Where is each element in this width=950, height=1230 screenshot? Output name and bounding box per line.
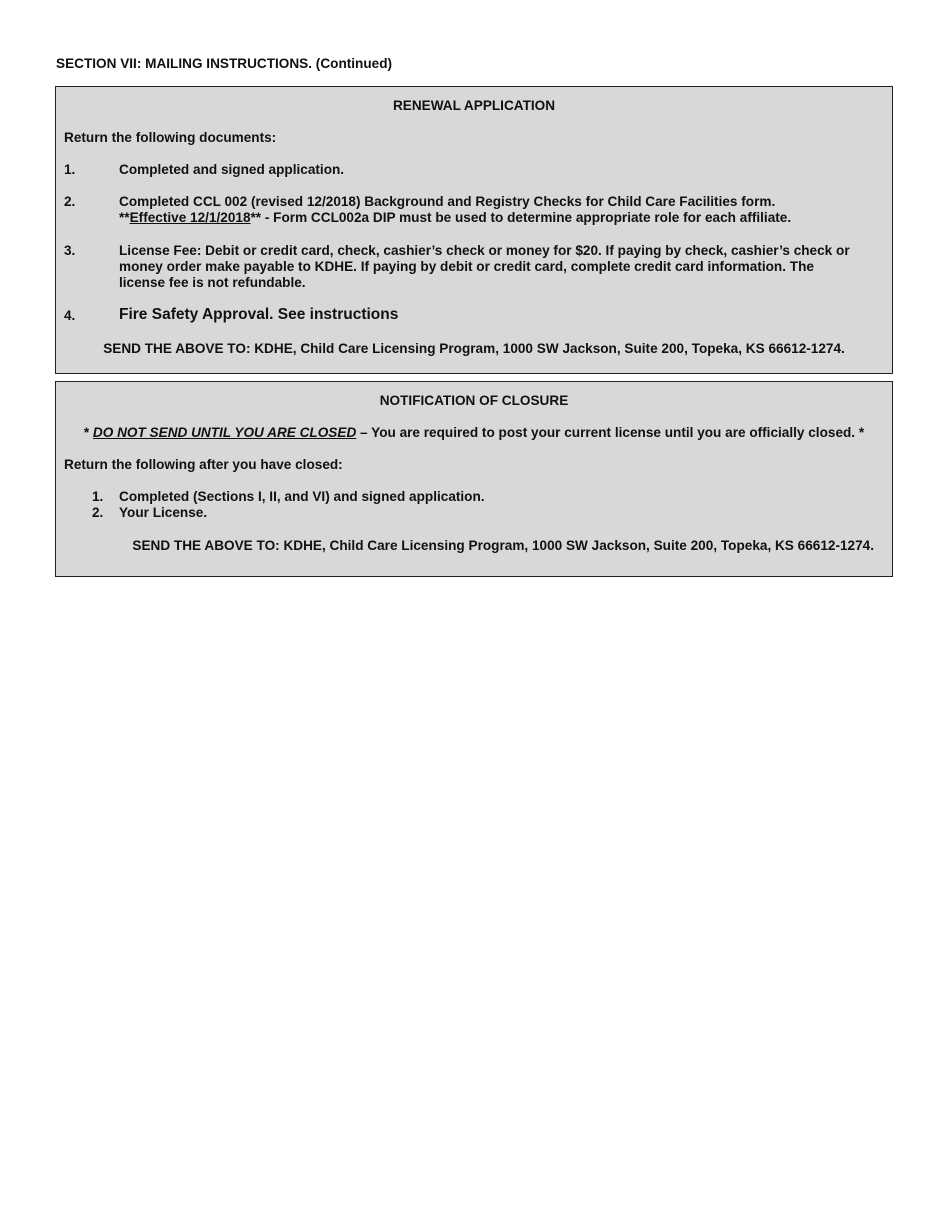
notification-of-closure-box [55, 381, 893, 577]
renewal-send-to: SEND THE ABOVE TO: KDHE, Child Care Licensing Program, 1000 SW Jackson, Suite 200, Topeka, KS 66612-1274. [103, 341, 845, 356]
renewal-item-3-line-2: money order make payable to KDHE. If paying by debit or credit card, complete credit card information. The [119, 259, 814, 274]
renewal-item-4-text: Fire Safety Approval. See instructions [119, 306, 399, 323]
closure-item-1-text: Completed (Sections I, II, and VI) and signed application. [119, 489, 485, 504]
closure-item-2-number: 2. [92, 505, 104, 520]
renewal-item-4-number: 4. [64, 308, 76, 323]
warning-prefix: * [83, 425, 93, 440]
closure-intro: Return the following after you have closed: [64, 457, 343, 472]
warning-suffix: – You are required to post your current license until you are officially closed. * [356, 425, 865, 440]
renewal-item-2-line-1: Completed CCL 002 (revised 12/2018) Background and Registry Checks for Child Care Facilities form. [119, 194, 776, 209]
closure-warning [56, 425, 892, 441]
warning-emphasis: DO NOT SEND UNTIL YOU ARE CLOSED [92, 425, 357, 440]
renewal-item-3-line-1: License Fee: Debit or credit card, check, cashier’s check or money for $20. If paying by check, cashier’s check or [119, 243, 850, 258]
effective-date: Effective 12/1/2018 [129, 210, 251, 225]
closure-item-2-text: Your License. [119, 505, 208, 520]
effective-suffix: ** - Form CCL002a DIP must be used to determine appropriate role for each affiliate. [250, 210, 792, 225]
renewal-item-1-number: 1. [64, 162, 76, 177]
renewal-intro: Return the following documents: [64, 130, 277, 145]
renewal-item-3-number: 3. [64, 243, 76, 258]
closure-send-to: SEND THE ABOVE TO: KDHE, Child Care Licensing Program, 1000 SW Jackson, Suite 200, Topeka, KS 66612-1274. [132, 538, 874, 553]
renewal-application-box [55, 86, 893, 374]
effective-prefix: ** [119, 210, 130, 225]
closure-title: NOTIFICATION OF CLOSURE [379, 393, 569, 408]
renewal-item-2-number: 2. [64, 194, 76, 209]
renewal-item-1-text: Completed and signed application. [119, 162, 345, 177]
section-heading: SECTION VII: MAILING INSTRUCTIONS. (Continued) [56, 56, 393, 71]
closure-item-1-number: 1. [92, 489, 104, 504]
renewal-item-3-line-3: license fee is not refundable. [119, 275, 306, 290]
renewal-title: RENEWAL APPLICATION [392, 98, 556, 113]
renewal-item-2-line-2 [119, 210, 791, 226]
